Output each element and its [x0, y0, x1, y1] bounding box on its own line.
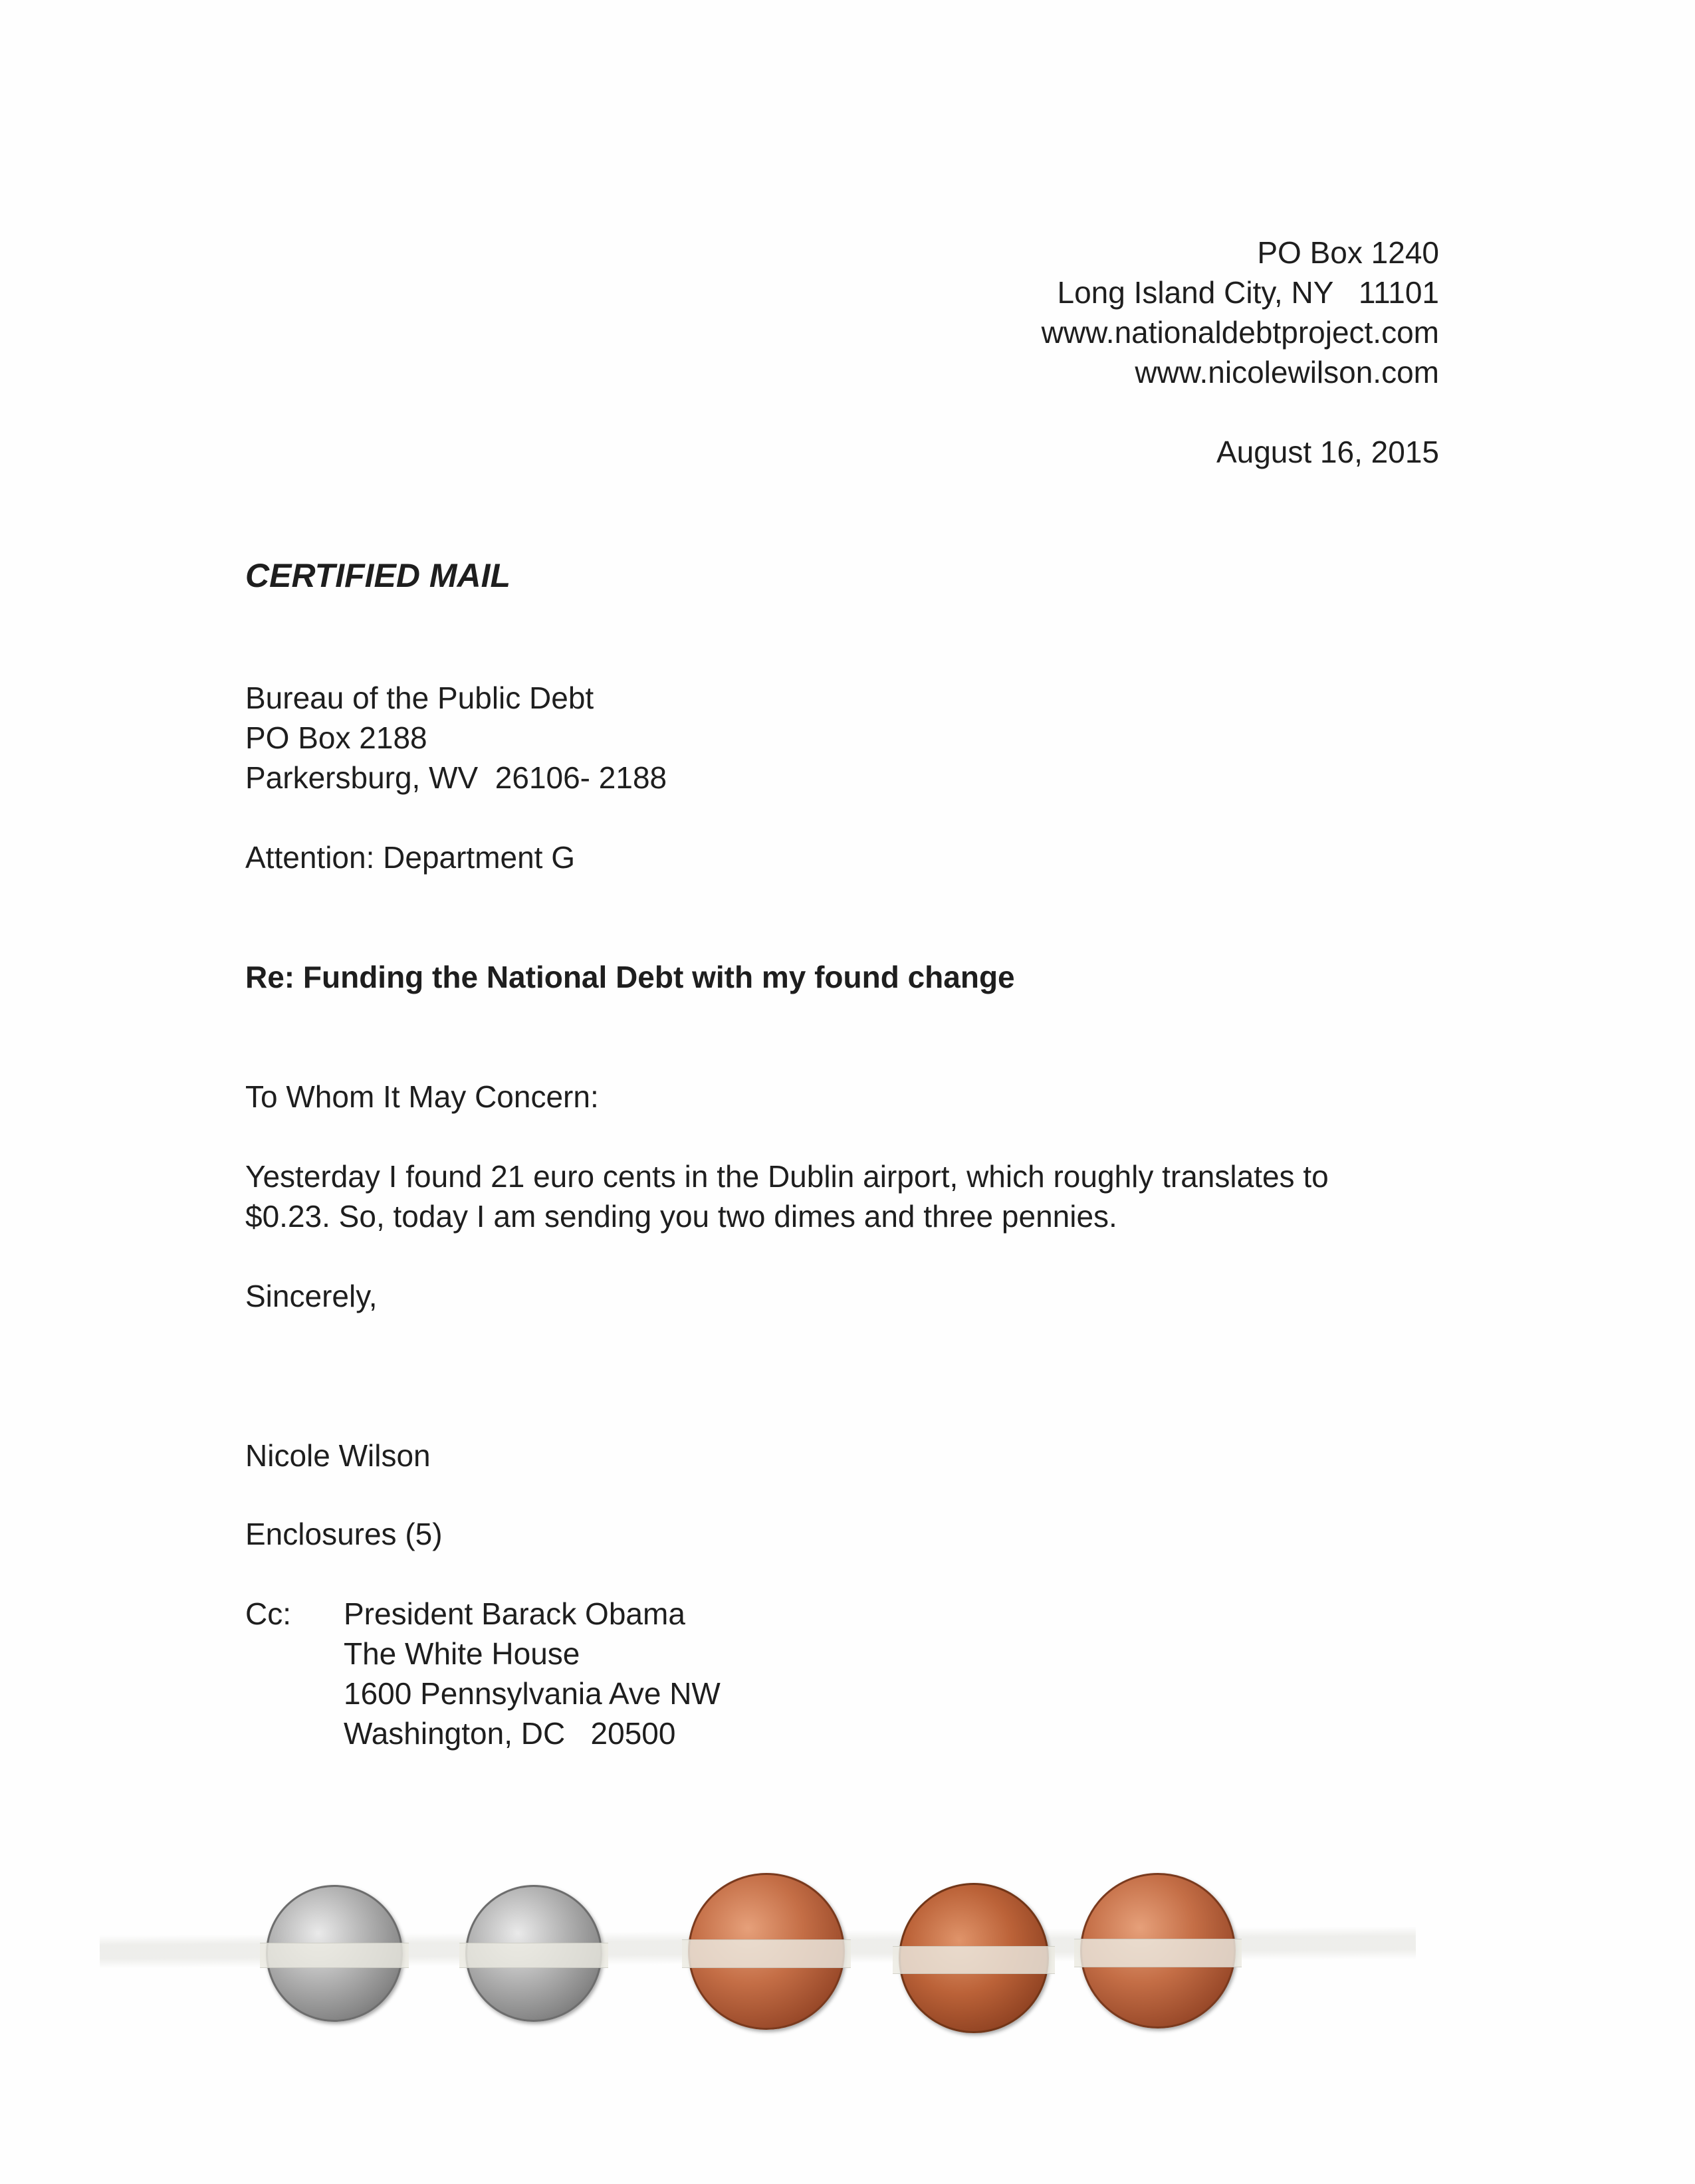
sender-address-line1: PO Box 1240 — [1257, 235, 1439, 270]
cc-line-4: Washington, DC 20500 — [344, 1716, 676, 1751]
tape-piece — [893, 1946, 1055, 1974]
sender-website-1: www.nationaldebtproject.com — [1041, 315, 1439, 350]
penny-coin-3 — [1080, 1873, 1236, 2028]
penny-coin-2 — [899, 1883, 1049, 2033]
body-line-1: Yesterday I found 21 euro cents in the Dublin airport, which roughly translates to — [245, 1159, 1329, 1194]
cc-line-1: President Barack Obama — [344, 1596, 685, 1631]
tape-piece — [682, 1939, 851, 1968]
certified-mail-label: CERTIFIED MAIL — [245, 557, 511, 594]
cc-line-2: The White House — [344, 1636, 580, 1671]
tape-piece — [459, 1943, 608, 1968]
letter-date: August 16, 2015 — [1216, 435, 1439, 469]
recipient-address-line1: PO Box 2188 — [245, 720, 427, 755]
cc-line-3: 1600 Pennsylvania Ave NW — [344, 1676, 721, 1711]
sender-address-line2: Long Island City, NY 11101 — [1057, 275, 1439, 310]
sender-website-2: www.nicolewilson.com — [1135, 355, 1439, 389]
tape-piece — [260, 1943, 409, 1968]
salutation: To Whom It May Concern: — [245, 1079, 599, 1114]
subject-line: Re: Funding the National Debt with my found change — [245, 960, 1015, 994]
closing: Sincerely, — [245, 1279, 378, 1313]
cc-label: Cc: — [245, 1596, 291, 1631]
dime-coin-2 — [465, 1885, 602, 2022]
penny-coin-1 — [688, 1873, 845, 2030]
tape-piece — [1074, 1939, 1242, 1967]
enclosures-line: Enclosures (5) — [245, 1517, 443, 1551]
recipient-address-line2: Parkersburg, WV 26106- 2188 — [245, 760, 667, 795]
dime-coin-1 — [266, 1885, 403, 2022]
attention-line: Attention: Department G — [245, 840, 576, 875]
signer-name: Nicole Wilson — [245, 1438, 431, 1473]
recipient-name: Bureau of the Public Debt — [245, 681, 594, 715]
body-line-2: $0.23. So, today I am sending you two dimes and three pennies. — [245, 1199, 1117, 1234]
